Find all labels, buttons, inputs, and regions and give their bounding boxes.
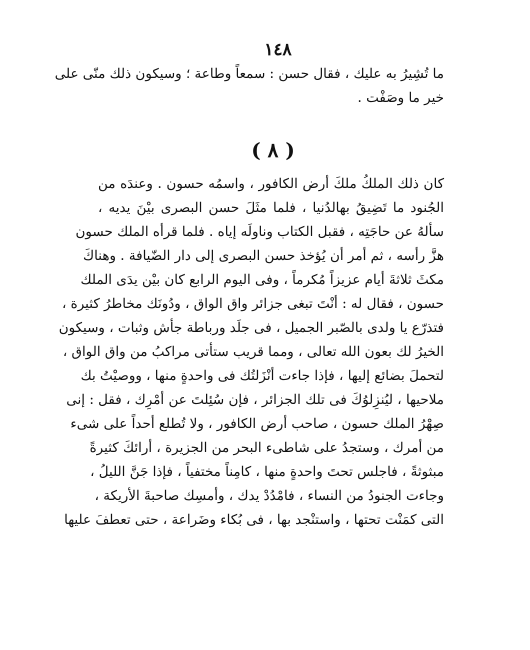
text-line: صِهْرُ الملك حسون ، صاحب أرض الكافور ، ولا تُطلع أحداً على شىء [70,416,444,432]
text-line: من أمرك ، وستجدُ على شاطىء البحر من الجزيرة ، أرائكَ كثيرةً [89,440,444,456]
text-line: مبثوثةً ، فاجلس تحتَ واحدةٍ منها ، كامِناً مختفياً ، فإذا جَنَّ الليلُ ، [90,464,444,480]
text-line: فتذرّع يا ولدى بالصّبر الجميل ، فى جلَد ورباطة جأش وثبات ، وسيكون [58,320,444,336]
text-line: الجُنود ما تَضِيقُ بهالدُنيا ، فلما مثَلَ حسن البصرى بيْنَ يديه ، [98,200,444,216]
text-line: التى كمَنْت تحتها ، واستنْجد بها ، فى بُكاء وضَراعة ، حتى تعطفَ عليها [64,512,444,528]
text-line: حسون ، فقال له : أنْتَ تبغى جزائر واق الواق ، ودُونَك مخاطرُ كثيرة ، [62,296,444,312]
chapter-heading: ( ٨ ) [251,138,295,162]
text-line: وجاءت الجنودُ من النساء ، فامْدُدْ يدك ، وأمسِك صاحبةَ الأريكة ، [94,488,444,504]
text-line: ما تُشِيرُ به عليك ، فقال حسن : سمعاً وطاعة ؛ وسيكون ذلك منّى على [54,66,444,82]
page-number: ١٤٨ [264,40,292,60]
text-line: الخيرُ لك بعون الله تعالى ، ومما قريب ستأتى مراكبُ من واق الواق ، [62,344,444,360]
text-line: مكثَ ثلاثةَ أيام عزيزاً مُكرماً ، وفى اليوم الرابع كان بيْن يدَى الملك [80,272,444,288]
text-line: ملاحيها ، ليُنزِلوُكَ فى تلك الجزائر ، فإن سُئِلتَ عن أمْرِك ، فقل : إنى [66,392,444,408]
text-line: كان ذلك الملكُ ملكَ أرض الكافور ، واسمُه حسون . وعندَه من [98,176,444,192]
top-paragraph [54,62,444,110]
text-line: هزَّ رأسه ، ثم أمر أن يُؤخذ حسن البصرى إلى دار الضّيافة . وهناكَ [83,248,444,264]
text-line: خير ما وصَفْت . [357,90,444,106]
text-line: لتحملَ بضائع إليها ، فإذا جاءت أنْزَلتُك فى واحدةٍ منها ، ووصيْتُ بك [80,368,444,384]
text-line: سألهُ عن حاجَتِه ، فقبل الكتاب وناولَه إياه . فلما قرأه الملك حسون [75,224,444,240]
body-paragraph [58,172,444,532]
